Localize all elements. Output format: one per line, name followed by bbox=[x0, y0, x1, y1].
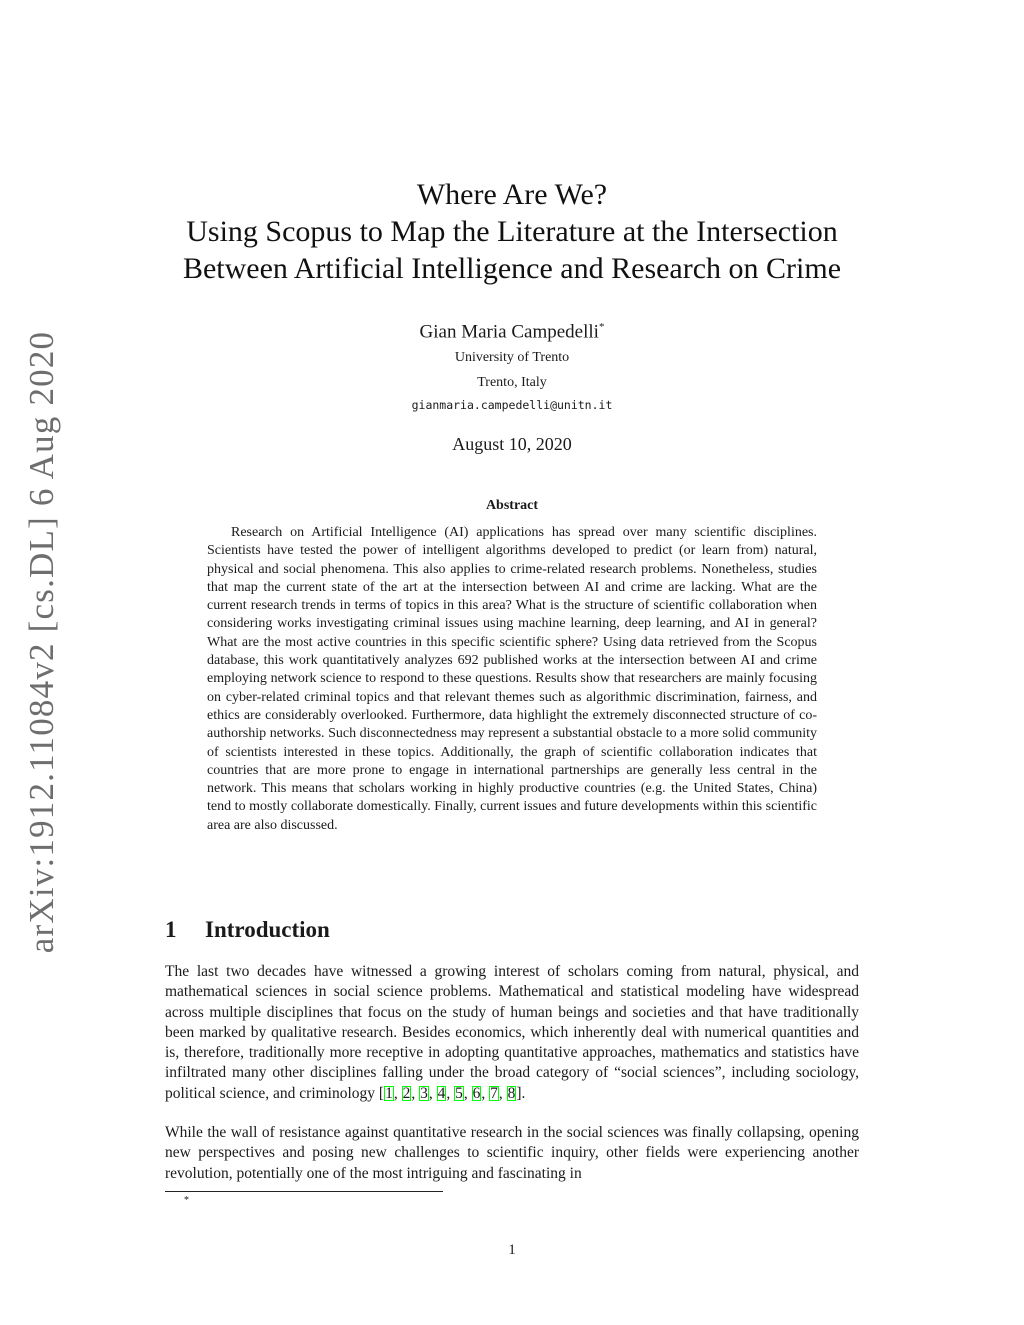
footnote-marker: * bbox=[184, 1195, 189, 1206]
section-title: Introduction bbox=[205, 917, 330, 942]
title-line-2: Using Scopus to Map the Literature at the Intersection bbox=[186, 215, 838, 248]
author-email[interactable]: gianmaria.campedelli@unitn.it bbox=[411, 398, 613, 413]
intro-paragraph-1-end: . bbox=[521, 1084, 526, 1102]
citation-link[interactable]: 2 bbox=[402, 1084, 411, 1102]
abstract-text: Research on Artificial Intelligence (AI) applications has spread over many scientific disciplines. Scientists have tested the power of intelligent algorithms developed to predict (or learn from) natural, physical and social phenomena. This also applies to crime-related research problems. Nonetheless, studies that map the current state of the art at the intersection between AI and crime are lacking. What are the current research trends in terms of topics in this area? What is the structure of scientific collaboration when considering works investigating criminal issues using machine learning, deep learning, and AI in general? What are the most active countries in this specific scientific sphere? Using data retrieved from the Scopus database, this work quantitatively analyzes 692 published works at the intersection between AI and crime employing network science to respond to these questions. Results show that researchers are mainly focusing on cyber-related criminal topics and that relevant themes such as algorithmic discrimination, fairness, and ethics are considerably overlooked. Furthermore, data highlight the extremely disconnected structure of co-authorship networks. Such disconnectedness may represent a substantial obstacle to a more solid community of scientists interested in these topics. Additionally, the graph of scientific collaboration indicates that countries that are more prone to engage in international partnerships are generally less central in the network. This means that scholars working in highly productive countries (e.g. the United States, China) tend to mostly collaborate domestically. Finally, current issues and future developments within this scientific area are also discussed. bbox=[207, 525, 817, 833]
citation-link[interactable]: 3 bbox=[420, 1084, 428, 1102]
citation-link[interactable]: 4 bbox=[437, 1084, 446, 1102]
title-line-3: Between Artificial Intelligence and Research on Crime bbox=[182, 252, 842, 285]
author-university: University of Trento bbox=[454, 350, 570, 366]
arxiv-identifier: arXiv:1912.11084v2 [cs.DL] 6 Aug 2020 bbox=[22, 330, 61, 954]
intro-paragraph-1: The last two decades have witnessed a growing interest of scholars coming from natural, physical, and mathematical sciences in social science problems. Mathematical and statistical modeling have widespread across multiple disciplines that focus on the study of human beings and societies and that have traditionally been marked by qualitative research. Besides economics, which inherently deal with numerical quantities and is, therefore, traditionally more receptive in adopting quantitative approaches, mathematics and statistics have infiltrated many other disciplines falling under the broad category of “social sciences”, including sociology, political science, and criminology [1, 2, 3, 4, 5, 6, 7, 8]. bbox=[165, 963, 859, 1102]
citation-link[interactable]: 1 bbox=[385, 1084, 393, 1102]
author-line bbox=[0, 315, 1024, 344]
intro-paragraph-2: While the wall of resistance against quantitative research in the social sciences was finally collapsing, opening new perspectives and posing new challenges to scientific inquiry, other fields were experiencing another revolution, potentially one of the most intriguing and fascinating in bbox=[165, 1124, 859, 1182]
citation-link[interactable]: 8 bbox=[507, 1084, 516, 1102]
section-number: 1 bbox=[165, 917, 177, 942]
citation-link[interactable]: 5 bbox=[455, 1084, 463, 1102]
title-line-1: Where Are We? bbox=[416, 178, 608, 211]
page-number: 1 bbox=[508, 1242, 516, 1258]
publication-date: August 10, 2020 bbox=[452, 434, 572, 455]
footnote-divider bbox=[165, 1191, 443, 1192]
intro-paragraph-1-text: The last two decades have witnessed a growing interest of scholars coming from natural, physical, and mathematical sciences in social science problems. Mathematical and statistical modeling have widespread across multiple disciplines that focus on the study of human beings and societies and that have traditionally been marked by qualitative research. Besides economics, which inherently deal with numerical quantities and is, therefore, traditionally more receptive in adopting quantitative approaches, mathematics and statistics have infiltrated many other disciplines falling under the broad category of “social sciences”, including sociology, political science, and criminology bbox=[165, 963, 859, 1102]
author-name: Gian Maria Campedelli bbox=[419, 321, 599, 343]
abstract-heading: Abstract bbox=[485, 498, 539, 513]
citation-link[interactable]: 7 bbox=[490, 1084, 498, 1102]
citation-link[interactable]: 6 bbox=[472, 1084, 481, 1102]
author-footnote-marker: * bbox=[598, 321, 605, 333]
author-location: Trento, Italy bbox=[477, 375, 547, 391]
section-heading-introduction bbox=[165, 917, 330, 943]
title-block bbox=[0, 176, 1024, 456]
